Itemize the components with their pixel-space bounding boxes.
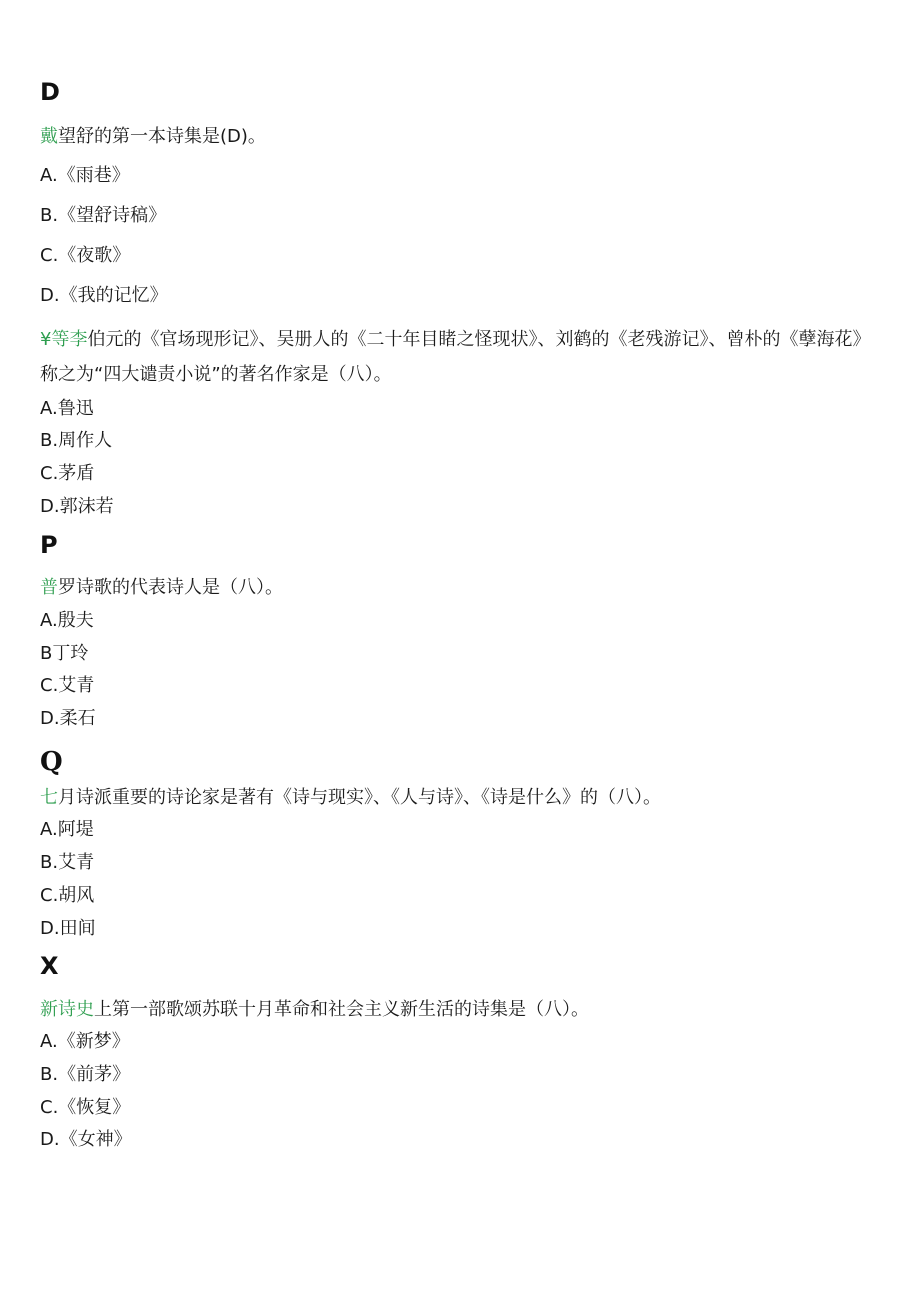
- question-5: [40, 998, 589, 1022]
- question-2: [40, 322, 885, 392]
- question-2-option-a: A.鲁迅: [40, 398, 94, 419]
- section-letter-q: Q: [40, 747, 63, 777]
- question-3: [40, 576, 283, 600]
- question-1-option-d: D.《我的记忆》: [40, 285, 168, 306]
- question-2-option-d: D.郭沫若: [40, 496, 114, 517]
- question-3-option-c: C.艾青: [40, 675, 95, 696]
- question-3-option-b: B丁玲: [40, 643, 89, 664]
- question-2-lead: ¥等李: [40, 329, 88, 350]
- question-2-option-b: B.周作人: [40, 430, 113, 451]
- question-2-text: 伯元的《官场现形记》、吴册人的《二十年目睹之怪现状》、刘鹤的《老残游记》、曾朴的《孽海花》称之为“四大谴责小说”的著名作家是（八）。: [40, 329, 871, 385]
- question-5-option-c: C.《恢复》: [40, 1097, 131, 1118]
- question-2-option-c: C.茅盾: [40, 463, 95, 484]
- question-4-lead: 七: [40, 787, 58, 808]
- question-4-option-d: D.田间: [40, 918, 96, 939]
- question-4-option-a: A.阿堤: [40, 819, 94, 840]
- question-5-option-b: B.《前茅》: [40, 1064, 131, 1085]
- question-5-text: 上第一部歌颂苏联十月革命和社会主义新生活的诗集是（八）。: [94, 999, 589, 1020]
- question-1-option-a: A.《雨巷》: [40, 165, 130, 186]
- section-letter-x: X: [40, 952, 59, 980]
- question-3-text: 罗诗歌的代表诗人是（八）。: [58, 577, 283, 598]
- question-5-option-d: D.《女神》: [40, 1129, 132, 1150]
- question-1: [40, 125, 266, 149]
- question-4-text: 月诗派重要的诗论家是著有《诗与现实》、《人与诗》、《诗是什么》的（八）。: [58, 787, 661, 808]
- question-5-option-a: A.《新梦》: [40, 1031, 130, 1052]
- question-3-option-a: A.殷夫: [40, 610, 94, 631]
- question-4-option-c: C.胡风: [40, 885, 95, 906]
- section-letter-p: P: [40, 531, 58, 559]
- question-3-lead: 普: [40, 577, 58, 598]
- section-letter-d: D: [40, 78, 60, 106]
- question-5-lead: 新诗史: [40, 999, 94, 1020]
- question-4-option-b: B.艾青: [40, 852, 95, 873]
- question-1-lead: 戴: [40, 126, 58, 147]
- question-3-option-d: D.柔石: [40, 708, 96, 729]
- question-4: [40, 786, 661, 810]
- question-1-option-b: B.《望舒诗稿》: [40, 205, 167, 226]
- question-1-text: 望舒的第一本诗集是(D)。: [58, 126, 266, 147]
- question-1-option-c: C.《夜歌》: [40, 245, 131, 266]
